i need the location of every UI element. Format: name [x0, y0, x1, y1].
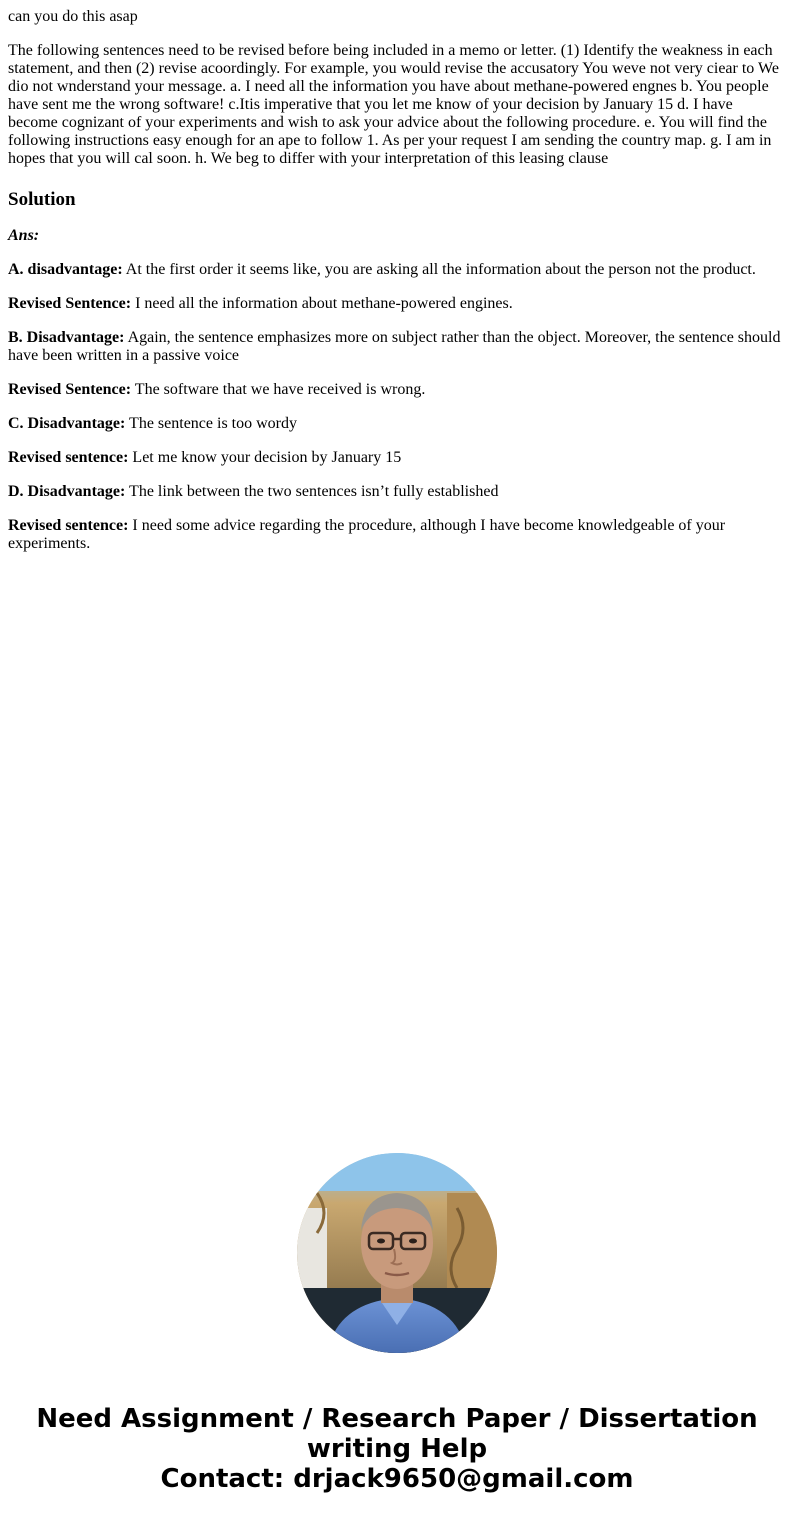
answer-item-b — [8, 329, 786, 365]
answer-item-d — [8, 483, 786, 501]
answer-label: C. Disadvantage: — [8, 415, 126, 432]
answer-text: Again, the sentence emphasizes more on subject rather than the object. Moreover, the sentence should have been written in a passive voice — [8, 329, 781, 364]
question-body: The following sentences need to be revised before being included in a memo or letter. (1) Identify the weakness in each statement, and then (2) revise acoordingly. For example, you would revise the accusatory You weve not very ciear to We dio not wnderstand your message. a. I need all the information you have about methane-powered engnes b. You people have sent me the wrong software! c.Itis imperative that you let me know of your decision by January 15 d. I have become cognizant of your experiments and wish to ask your advice about the following procedure. e. You will find the following instructions easy enough for an ape to follow 1. As per your request I am sending the country map. g. I am in hopes that you will cal soon. h. We beg to differ with your interpretation of this leasing clause — [8, 42, 779, 167]
revised-item-c — [8, 449, 786, 467]
answer-label: Revised sentence: — [8, 517, 129, 534]
answer-label: Revised Sentence: — [8, 381, 132, 398]
revised-item-a — [8, 295, 786, 313]
answer-text: I need all the information about methane-powered engines. — [131, 295, 513, 312]
answer-label: Revised sentence: — [8, 449, 129, 466]
answer-text: The software that we have received is wrong. — [131, 381, 426, 398]
answer-text: Let me know your decision by January 15 — [128, 449, 402, 466]
answer-label: A. disadvantage: — [8, 261, 123, 278]
revised-item-d — [8, 517, 786, 553]
answer-item-a — [8, 261, 786, 279]
author-avatar — [297, 1153, 497, 1353]
answer-text: At the first order it seems like, you are asking all the information about the person not the product. — [122, 261, 756, 278]
answer-label: D. Disadvantage: — [8, 483, 126, 500]
promo-contact: Contact: drjack9650@gmail.com — [160, 1464, 634, 1494]
revised-item-b — [8, 381, 786, 399]
answer-text: The sentence is too wordy — [125, 415, 298, 432]
answer-text: The link between the two sentences isn’t fully established — [125, 483, 499, 500]
ans-label: Ans: — [8, 227, 40, 244]
promo-line: writing Help — [306, 1434, 488, 1464]
answer-label: B. Disadvantage: — [8, 329, 125, 346]
promo-line: Need Assignment / Research Paper / Dissertation — [36, 1404, 758, 1434]
question-title: can you do this asap — [8, 8, 138, 25]
answer-item-c — [8, 415, 786, 433]
document-content — [8, 8, 786, 569]
solution-heading: Solution — [8, 189, 76, 210]
answer-label: Revised Sentence: — [8, 295, 132, 312]
answer-text: I need some advice regarding the procedure, although I have become knowledgeable of your experiments. — [8, 517, 726, 552]
author-portrait-image — [297, 1153, 497, 1353]
promo-banner — [0, 1404, 794, 1494]
